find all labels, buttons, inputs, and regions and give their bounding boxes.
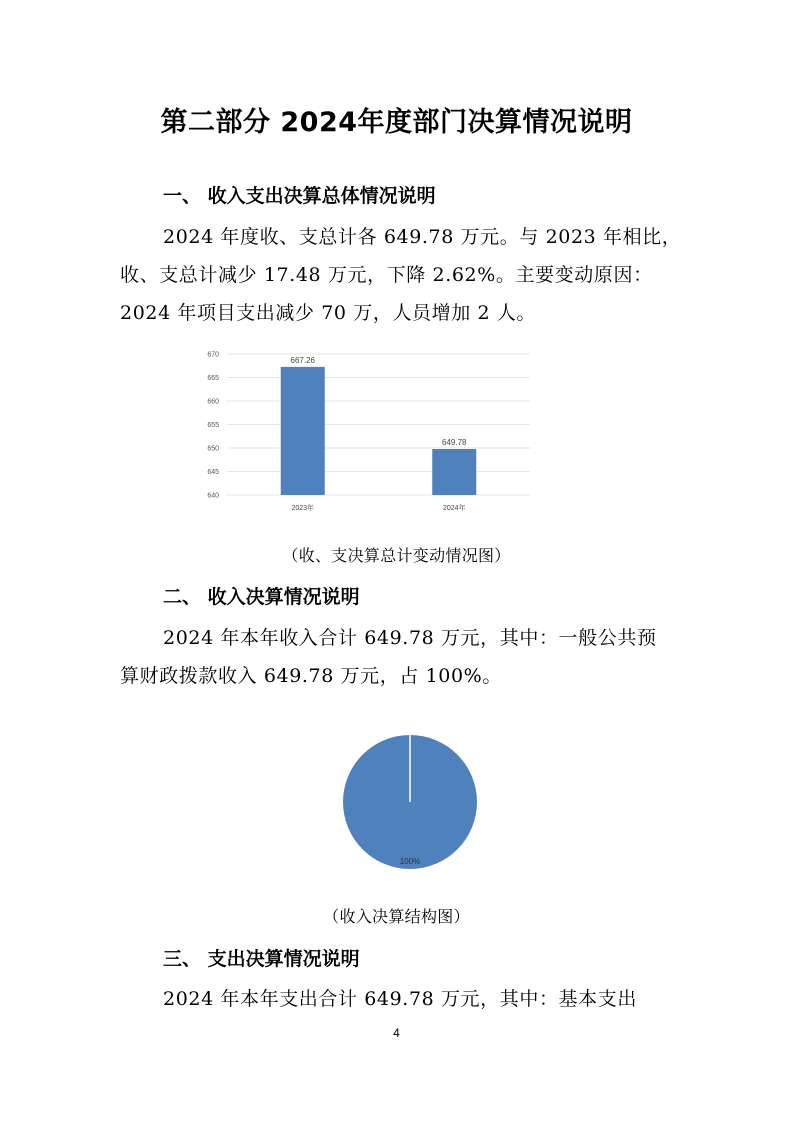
x-tick-label: 2023年: [291, 505, 315, 512]
section-2-line-1: 2024 年本年收入合计 649.78 万元，其中：一般公共预: [163, 627, 657, 649]
total-change-bar-chart: [195, 343, 540, 518]
y-tick-label: 665: [207, 375, 219, 382]
bar: [281, 367, 325, 495]
bar-data-label: 649.78: [442, 438, 467, 448]
section-3-heading: 三、 支出决算情况说明: [163, 948, 360, 970]
x-tick-label: 2024年: [442, 505, 466, 512]
y-tick-label: 640: [207, 492, 219, 500]
section-1-heading: 一、 收入支出决算总体情况说明: [163, 185, 436, 207]
section-1-line-1: 2024 年度收、支总计各 649.78 万元。与 2023 年相比，: [163, 226, 682, 248]
page-title: 第二部分 2024年度部门决算情况说明: [160, 107, 633, 138]
pie-chart-caption: （收入决算结构图）: [323, 907, 470, 926]
section-2-heading: 二、 收入决算情况说明: [163, 586, 360, 608]
pie-data-label: 100%: [399, 857, 421, 866]
section-1-line-2: 收、支总计减少 17.48 万元，下降 2.62%。主要变动原因：: [120, 264, 653, 286]
y-tick-label: 660: [207, 398, 219, 406]
section-3-line-1: 2024 年本年支出合计 649.78 万元，其中：基本支出: [163, 988, 637, 1010]
bar-chart-caption: （收、支决算总计变动情况图）: [282, 546, 511, 565]
section-2-line-2: 算财政拨款收入 649.78 万元，占 100%。: [120, 665, 502, 687]
bar-data-label: 667.26: [290, 355, 315, 365]
income-structure-pie-chart: [330, 725, 490, 875]
page-number: 4: [393, 1026, 400, 1040]
section-1-line-3: 2024 年项目支出减少 70 万，人员增加 2 人。: [120, 302, 537, 324]
y-tick-label: 645: [207, 469, 219, 476]
y-tick-label: 655: [207, 422, 219, 429]
y-tick-label: 670: [207, 351, 219, 359]
y-tick-label: 650: [207, 445, 219, 453]
bar: [432, 449, 476, 495]
